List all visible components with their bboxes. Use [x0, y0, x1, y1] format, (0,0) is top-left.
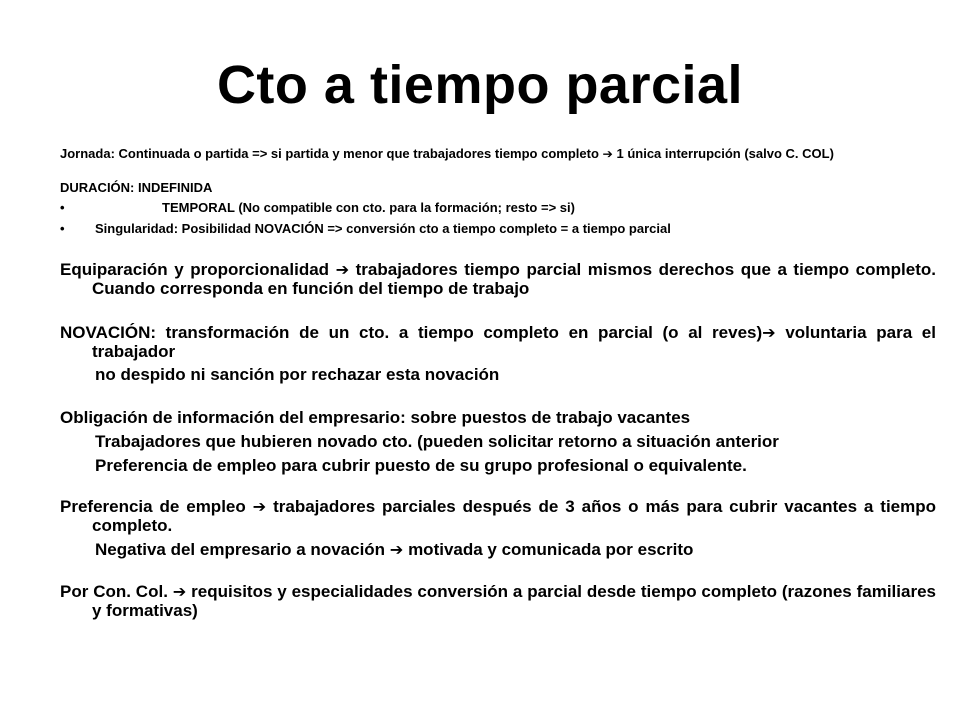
bullet-temporal: TEMPORAL (No compatible con cto. para la formación; resto => si) — [162, 200, 575, 215]
arrow-right-icon: ➔ — [602, 147, 613, 161]
concol-paragraph — [60, 582, 936, 620]
jornada-text-2: 1 única interrupción (salvo C. COL) — [616, 146, 834, 161]
novacion-sub: no despido ni sanción por rechazar esta novación — [95, 365, 500, 384]
novacion-paragraph — [60, 323, 936, 361]
bullet-singularidad: Singularidad: Posibilidad NOVACIÓN => conversión cto a tiempo completo = a tiempo parcial — [95, 221, 671, 236]
slide-title: Cto a tiempo parcial — [216, 55, 744, 115]
bullet-marker: • — [60, 200, 65, 215]
equiparacion-text-1: Equiparación y proporcionalidad — [60, 260, 330, 279]
equiparacion-paragraph — [60, 260, 936, 298]
arrow-right-icon: ➔ — [172, 582, 187, 601]
preferencia-sub-text-2: motivada y comunicada por escrito — [408, 540, 694, 559]
preferencia-text-2: trabajadores parciales después de 3 años o más para cubrir vacantes a tiempo completo. — [92, 497, 936, 535]
arrow-right-icon: ➔ — [762, 323, 776, 342]
arrow-right-icon: ➔ — [335, 260, 350, 279]
jornada-paragraph — [60, 146, 936, 162]
concol-text-1: Por Con. Col. — [60, 582, 168, 601]
concol-text-2: requisitos y especialidades conversión a parcial desde tiempo completo (razones familiares y formativas) — [92, 582, 936, 620]
preferencia-sub — [95, 540, 693, 559]
equiparacion-text-2: trabajadores tiempo parcial mismos derechos que a tiempo completo. Cuando corresponda en función del tiempo de trabajo — [92, 260, 936, 298]
preferencia-sub-text-1: Negativa del empresario a novación — [95, 540, 386, 559]
obligacion-sub-1: Trabajadores que hubieren novado cto. (pueden solicitar retorno a situación anterior — [95, 432, 779, 451]
preferencia-text-1: Preferencia de empleo — [60, 497, 246, 516]
duracion-line: DURACIÓN: INDEFINIDA — [60, 180, 213, 195]
jornada-text-1: Jornada: Continuada o partida => si partida y menor que trabajadores tiempo completo — [60, 146, 599, 161]
arrow-right-icon: ➔ — [389, 540, 404, 559]
arrow-right-icon: ➔ — [252, 497, 267, 516]
preferencia-paragraph — [60, 497, 936, 535]
obligacion-sub-2: Preferencia de empleo para cubrir puesto de su grupo profesional o equivalente. — [95, 456, 747, 475]
novacion-text-1: NOVACIÓN: transformación de un cto. a tiempo completo en parcial (o al reves) — [60, 323, 763, 342]
novacion-text-2: voluntaria para el trabajador — [92, 323, 936, 361]
bullet-marker: • — [60, 221, 65, 236]
obligacion-main: Obligación de información del empresario: sobre puestos de trabajo vacantes — [60, 408, 691, 427]
